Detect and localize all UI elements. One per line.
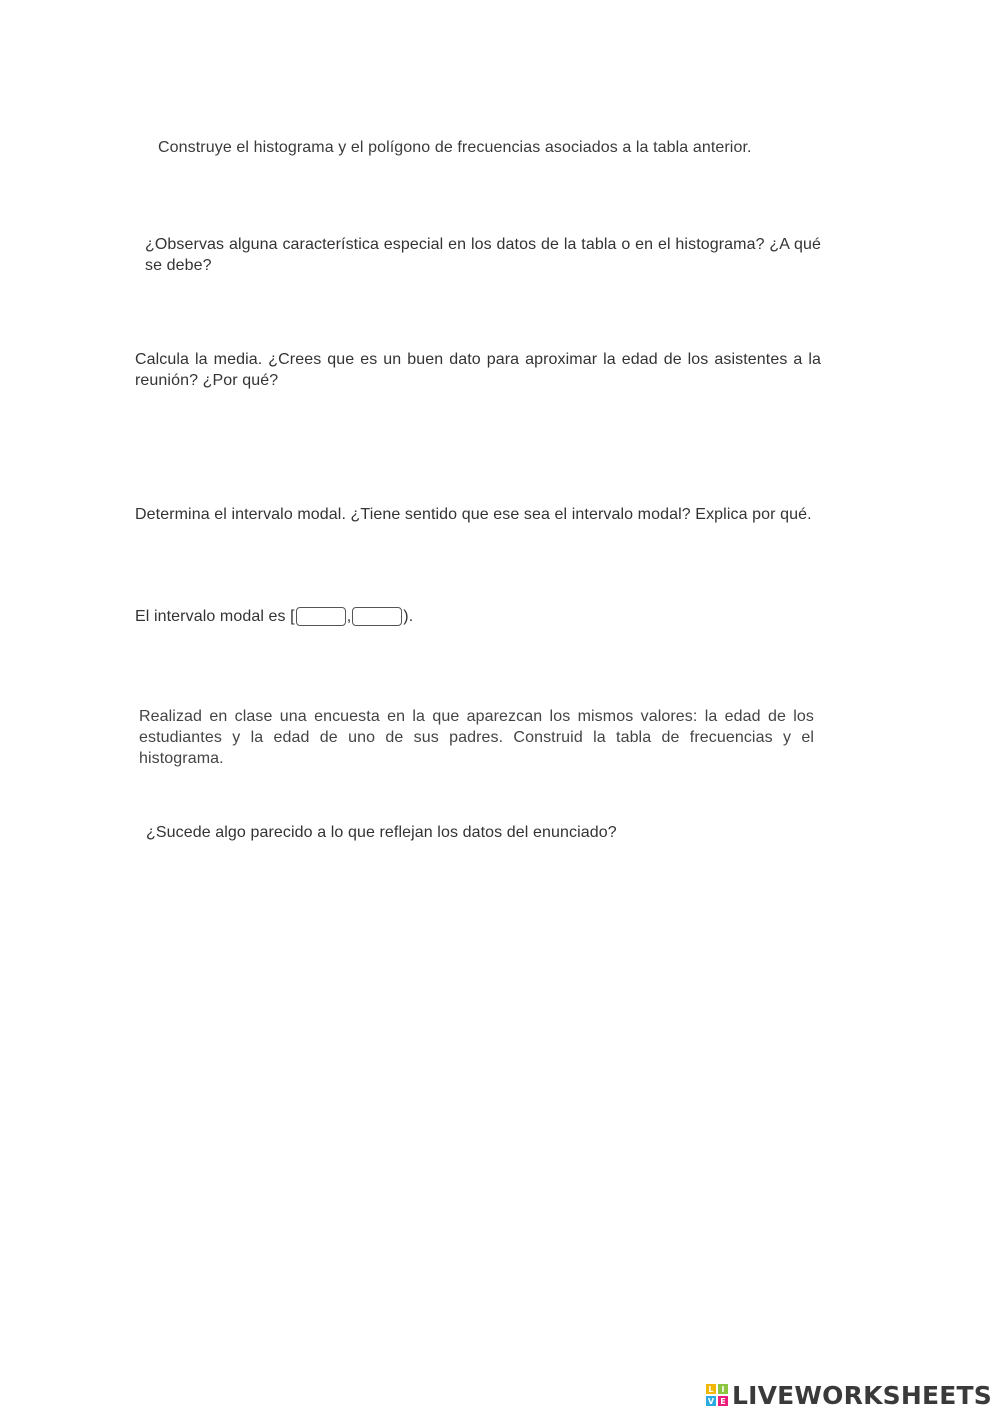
- answer-prefix: El intervalo modal es [: [135, 608, 295, 625]
- modal-interval-answer-line: [135, 606, 413, 627]
- question-histogram: Construye el histograma y el polígono de frecuencias asociados a la tabla anterior.: [158, 139, 752, 156]
- question-comparison: ¿Sucede algo parecido a lo que reflejan los datos del enunciado?: [146, 824, 617, 841]
- logo-mark-i: I: [718, 1384, 728, 1394]
- liveworksheets-logo: [706, 1380, 992, 1410]
- interval-upper-bound-input[interactable]: [352, 607, 402, 626]
- answer-separator: ,: [346, 608, 352, 625]
- logo-text: LIVEWORKSHEETS: [731, 1380, 992, 1410]
- question-class-survey: Realizad en clase una encuesta en la que aparezcan los mismos valores: la edad de los estudiantes y la edad de uno de sus padres. Construid la tabla de frecuencias y el histograma.: [139, 708, 814, 767]
- logo-mark-v: V: [707, 1396, 715, 1406]
- question-observations: ¿Observas alguna característica especial en los datos de la tabla o en el histograma? ¿A qué se debe?: [145, 236, 821, 274]
- question-mean: Calcula la media. ¿Crees que es un buen dato para aproximar la edad de los asistentes a la reunión? ¿Por qué?: [135, 351, 821, 389]
- interval-lower-bound-input[interactable]: [296, 607, 346, 626]
- question-modal-interval: Determina el intervalo modal. ¿Tiene sentido que ese sea el intervalo modal? Explica por qué.: [135, 506, 812, 523]
- logo-mark-e: E: [718, 1396, 728, 1406]
- answer-suffix: ).: [403, 608, 414, 625]
- logo-mark-l: L: [706, 1384, 716, 1394]
- liveworksheets-logo-icon: [706, 1384, 728, 1406]
